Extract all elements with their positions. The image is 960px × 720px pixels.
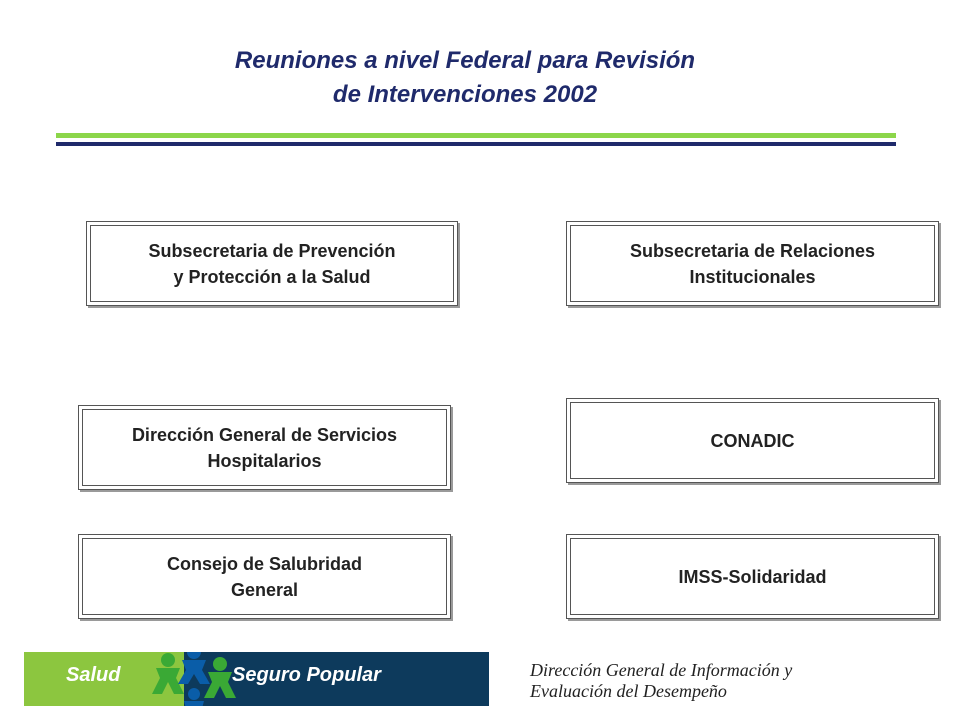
box-label-line-2: Hospitalarios: [207, 450, 322, 471]
box-conadic: [566, 398, 939, 483]
box-label-line-1: IMSS-Solidaridad: [678, 566, 827, 587]
box-label-line-2: Institucionales: [689, 266, 816, 287]
box-label: [630, 238, 875, 290]
box-imss-solidaridad: [566, 534, 939, 619]
divider-green: [56, 133, 896, 138]
box-direccion-servicios-hospitalarios: [78, 405, 451, 490]
box-label-line-1: Consejo de Salubridad: [166, 553, 363, 574]
box-subsecretaria-relaciones: [566, 221, 939, 306]
logo-text-salud: Salud: [66, 664, 121, 686]
page-title-line-2: de Intervenciones 2002: [332, 81, 598, 108]
people-figures-icon: [142, 652, 252, 706]
box-label-line-1: Dirección General de Servicios: [131, 424, 398, 445]
logo-text-seguro-popular: Seguro Popular: [232, 664, 381, 686]
organization-line-1: Dirección General de Información y: [530, 660, 793, 680]
box-label: [678, 564, 826, 590]
box-consejo-salubridad: [78, 534, 451, 619]
box-label: [711, 428, 795, 454]
page-title: [150, 44, 780, 112]
divider-navy: [56, 142, 896, 146]
box-label-line-1: CONADIC: [710, 430, 795, 451]
salud-seguro-popular-logo: [24, 652, 489, 706]
box-label-line-2: General: [230, 579, 299, 600]
box-label: [132, 422, 397, 474]
box-label-line-2: y Protección a la Salud: [173, 266, 371, 287]
page-title-line-1: Reuniones a nivel Federal para Revisión: [234, 47, 696, 74]
box-label: [148, 238, 395, 290]
box-label: [167, 551, 362, 603]
box-label-line-1: Subsecretaria de Relaciones: [629, 240, 876, 261]
organization-caption: [530, 660, 930, 702]
organization-line-2: Evaluación del Desempeño: [530, 681, 727, 701]
box-label-line-1: Subsecretaria de Prevención: [148, 240, 396, 261]
box-subsecretaria-prevencion: [86, 221, 458, 306]
